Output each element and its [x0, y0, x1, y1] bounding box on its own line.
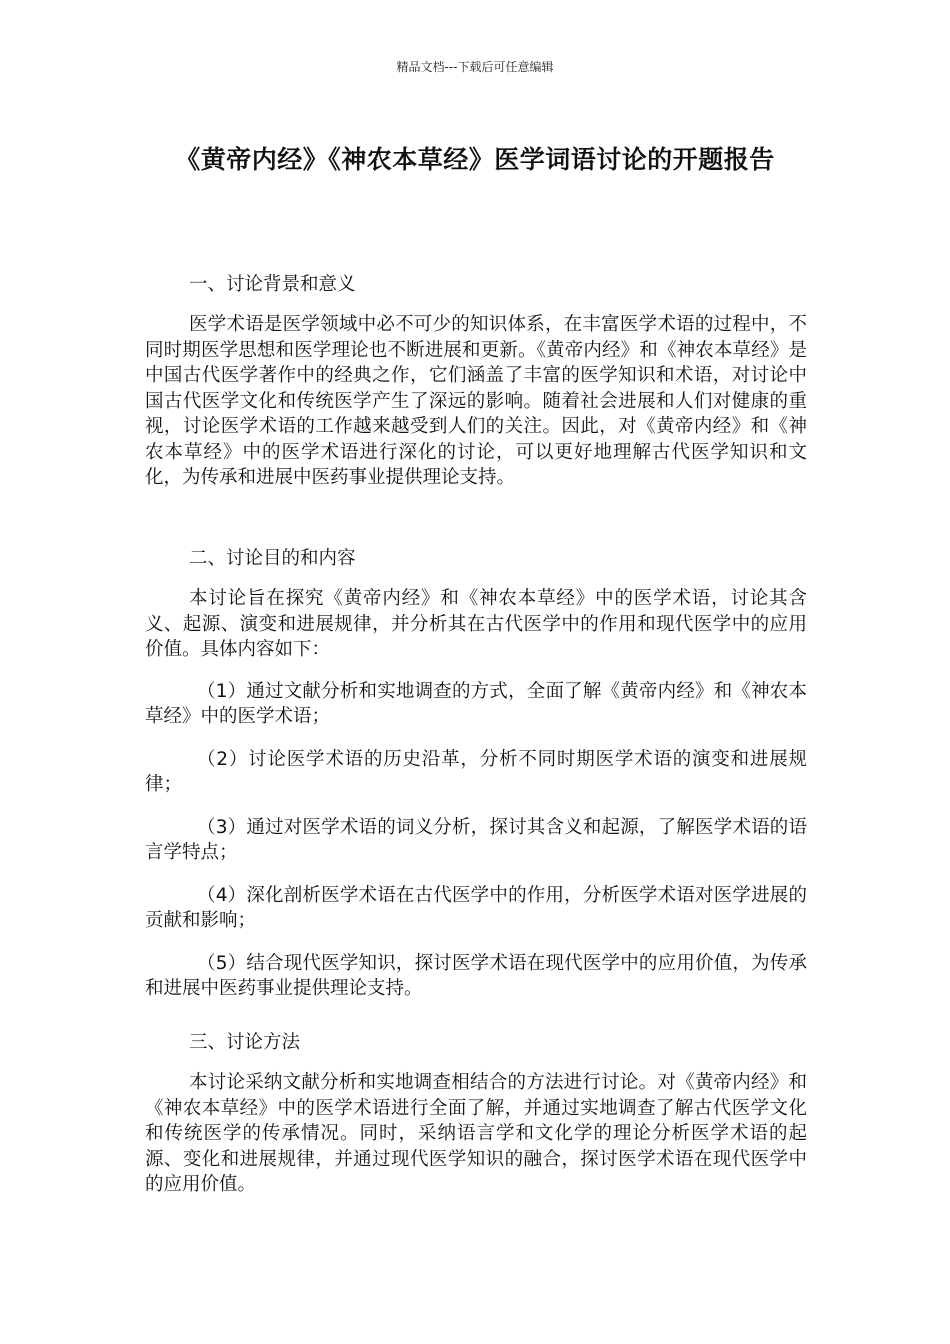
list-item: （2）讨论医学术语的历史沿革，分析不同时期医学术语的演变和进展规律；	[145, 748, 807, 795]
section-heading: 三、讨论方法	[189, 1032, 301, 1053]
list-item: （5）结合现代医学知识，探讨医学术语在现代医学中的应用价值，为传承和进展中医药事业提供理论支持。	[145, 952, 807, 999]
section-purpose	[145, 544, 807, 1002]
section-methods	[145, 1028, 807, 1198]
page-header: 精品文档---下载后可任意编辑	[396, 60, 554, 74]
section-paragraph: 医学术语是医学领域中必不可少的知识体系，在丰富医学术语的过程中，不同时期医学思想和医学理论也不断进展和更新。《黄帝内经》和《神农本草经》是中国古代医学著作中的经典之作，它们涵盖了丰富的医学知识和术语，对讨论中国古代医学文化和传统医学产生了深远的影响。随着社会进展和人们对健康的重视，讨论医学术语的工作越来越受到人们的关注。因此，对《黄帝内经》和《神农本草经》中的医学术语进行深化的讨论，可以更好地理解古代医学知识和文化，为传承和进展中医药事业提供理论支持。	[145, 314, 807, 488]
list-item: （3）通过对医学术语的词义分析，探讨其含义和起源，了解医学术语的语言学特点；	[145, 816, 807, 863]
list-item: （4）深化剖析医学术语在古代医学中的作用，分析医学术语对医学进展的贡献和影响；	[145, 884, 807, 931]
section-background	[145, 270, 807, 491]
section-paragraph: 本讨论旨在探究《黄帝内经》和《神农本草经》中的医学术语，讨论其含义、起源、演变和进展规律，并分析其在古代医学中的作用和现代医学中的应用价值。具体内容如下：	[145, 588, 807, 660]
list-item: （1）通过文献分析和实地调查的方式，全面了解《黄帝内经》和《神农本草经》中的医学术语；	[145, 680, 807, 727]
section-heading: 一、讨论背景和意义	[189, 274, 356, 295]
section-heading: 二、讨论目的和内容	[189, 548, 356, 569]
section-paragraph: 本讨论采纳文献分析和实地调查相结合的方法进行讨论。对《黄帝内经》和《神农本草经》中的医学术语进行全面了解，并通过实地调查了解古代医学文化和传统医学的传承情况。同时，采纳语言学和文化学的理论分析医学术语的起源、变化和进展规律，并通过现代医学知识的融合，探讨医学术语在现代医学中的应用价值。	[145, 1072, 807, 1195]
document-title: 《黄帝内经》《神农本草经》医学词语讨论的开题报告	[175, 145, 775, 174]
